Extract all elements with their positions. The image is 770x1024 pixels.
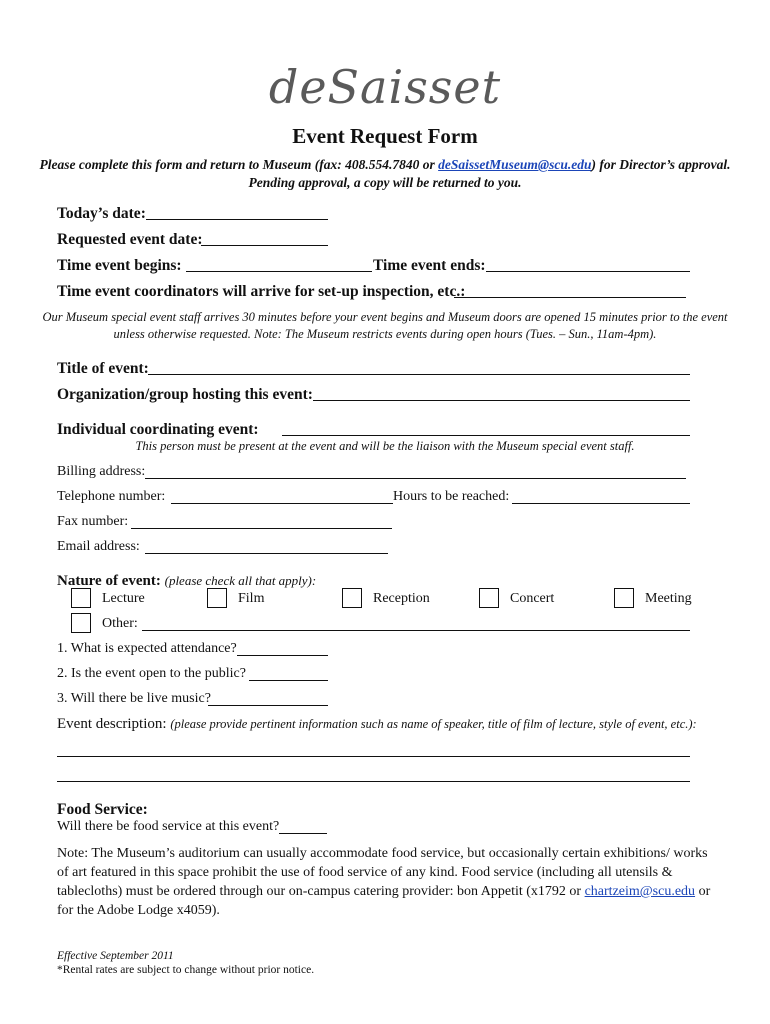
intro-line-1	[0, 157, 770, 173]
description-label: Event description:	[57, 716, 167, 732]
reception-checkbox[interactable]	[342, 588, 362, 608]
billing-address-field[interactable]	[145, 478, 686, 479]
fax-number-label: Fax number:	[57, 514, 129, 529]
coordinator-note: This person must be present at the event and will be the liaison with the Museum special event staff.	[135, 439, 635, 453]
concert-checkbox[interactable]	[479, 588, 499, 608]
other-field[interactable]	[142, 630, 690, 631]
billing-address-label: Billing address:	[57, 464, 146, 479]
live-music-field[interactable]	[208, 705, 328, 706]
public-question: 2. Is the event open to the public?	[57, 666, 246, 681]
hours-reached-label: Hours to be reached:	[393, 489, 510, 504]
requested-date-field[interactable]	[201, 245, 328, 246]
attendance-question: 1. What is expected attendance?	[57, 641, 237, 656]
organization-label: Organization/group hosting this event:	[57, 386, 313, 403]
telephone-label: Telephone number:	[57, 489, 166, 504]
film-checkbox[interactable]	[207, 588, 227, 608]
title-of-event-field[interactable]	[148, 374, 690, 375]
description-line-1[interactable]	[57, 756, 690, 757]
requested-date-label: Requested event date:	[57, 231, 203, 248]
food-service-heading: Food Service:	[57, 801, 148, 818]
intro-line-2: Pending approval, a copy will be returned to you.	[248, 175, 522, 190]
intro-text-1: Please complete this form and return to Museum (fax: 408.554.7840 or	[39, 157, 439, 172]
organization-field[interactable]	[313, 400, 690, 401]
meeting-checkbox[interactable]	[614, 588, 634, 608]
time-begins-label: Time event begins:	[57, 257, 182, 274]
form-title: Event Request Form	[292, 124, 478, 148]
coordinators-arrive-label: Time event coordinators will arrive for set-up inspection, etc.:	[57, 283, 466, 300]
attendance-field[interactable]	[237, 655, 328, 656]
staff-note-line-2: unless otherwise requested. Note: The Museum restricts events during open hours (Tues. – Sun., 11am-4pm).	[113, 327, 657, 341]
other-checkbox[interactable]	[71, 613, 91, 633]
time-ends-field[interactable]	[486, 271, 690, 272]
description-hint: (please provide pertinent information such as name of speaker, title of film of lecture, style of event, etc.):	[170, 717, 697, 731]
lecture-checkbox[interactable]	[71, 588, 91, 608]
food-note-text-2: or for the Adobe Lodge x4059).	[57, 884, 711, 918]
time-ends-label: Time event ends:	[373, 257, 486, 274]
lecture-label: Lecture	[102, 591, 145, 606]
todays-date-label: Today’s date:	[57, 205, 146, 222]
museum-email-link[interactable]: deSaissetMuseum@scu.edu	[438, 157, 592, 172]
food-service-field[interactable]	[279, 833, 327, 834]
nature-of-event	[57, 573, 316, 590]
rental-rates-note: *Rental rates are subject to change without prior notice.	[57, 964, 315, 976]
todays-date-field[interactable]	[146, 219, 328, 220]
food-service-question: Will there be food service at this event?	[57, 819, 280, 834]
title-of-event-label: Title of event:	[57, 360, 149, 377]
catering-email-link[interactable]: chartzeim@scu.edu	[584, 884, 696, 899]
food-service-note	[57, 844, 717, 920]
film-label: Film	[238, 591, 265, 606]
time-begins-field[interactable]	[186, 271, 372, 272]
event-description	[57, 716, 697, 733]
effective-date: Effective September 2011	[57, 950, 174, 962]
other-label: Other:	[102, 616, 138, 631]
fax-number-field[interactable]	[131, 528, 392, 529]
telephone-field[interactable]	[171, 503, 393, 504]
hours-reached-field[interactable]	[512, 503, 690, 504]
concert-label: Concert	[510, 591, 555, 606]
intro-text-2: ) for Director’s approval.	[591, 157, 731, 172]
reception-label: Reception	[373, 591, 430, 606]
public-field[interactable]	[249, 680, 328, 681]
food-note-text-1: Note: The Museum’s auditorium can usually accommodate food service, but occasionally certain exhibitions/ works of art featured in this space prohibit the use of food service of any kind. Food service (including all utensils & tablecloths) must be ordered through our on-campus catering provider: bon Appetit (x1792 or	[57, 846, 708, 899]
email-address-label: Email address:	[57, 539, 140, 554]
description-line-2[interactable]	[57, 781, 690, 782]
meeting-label: Meeting	[645, 591, 692, 606]
staff-note-line-1: Our Museum special event staff arrives 30 minutes before your event begins and Museum doors are opened 15 minutes prior to the event	[42, 310, 728, 324]
coordinator-field[interactable]	[282, 435, 690, 436]
nature-hint: (please check all that apply):	[164, 573, 317, 588]
coordinators-arrive-field[interactable]	[454, 297, 686, 298]
nature-label: Nature of event:	[57, 573, 161, 589]
live-music-question: 3. Will there be live music?	[57, 691, 211, 706]
email-address-field[interactable]	[145, 553, 388, 554]
coordinator-label: Individual coordinating event:	[57, 421, 259, 438]
desaisset-logo: deSaisset	[268, 60, 502, 114]
